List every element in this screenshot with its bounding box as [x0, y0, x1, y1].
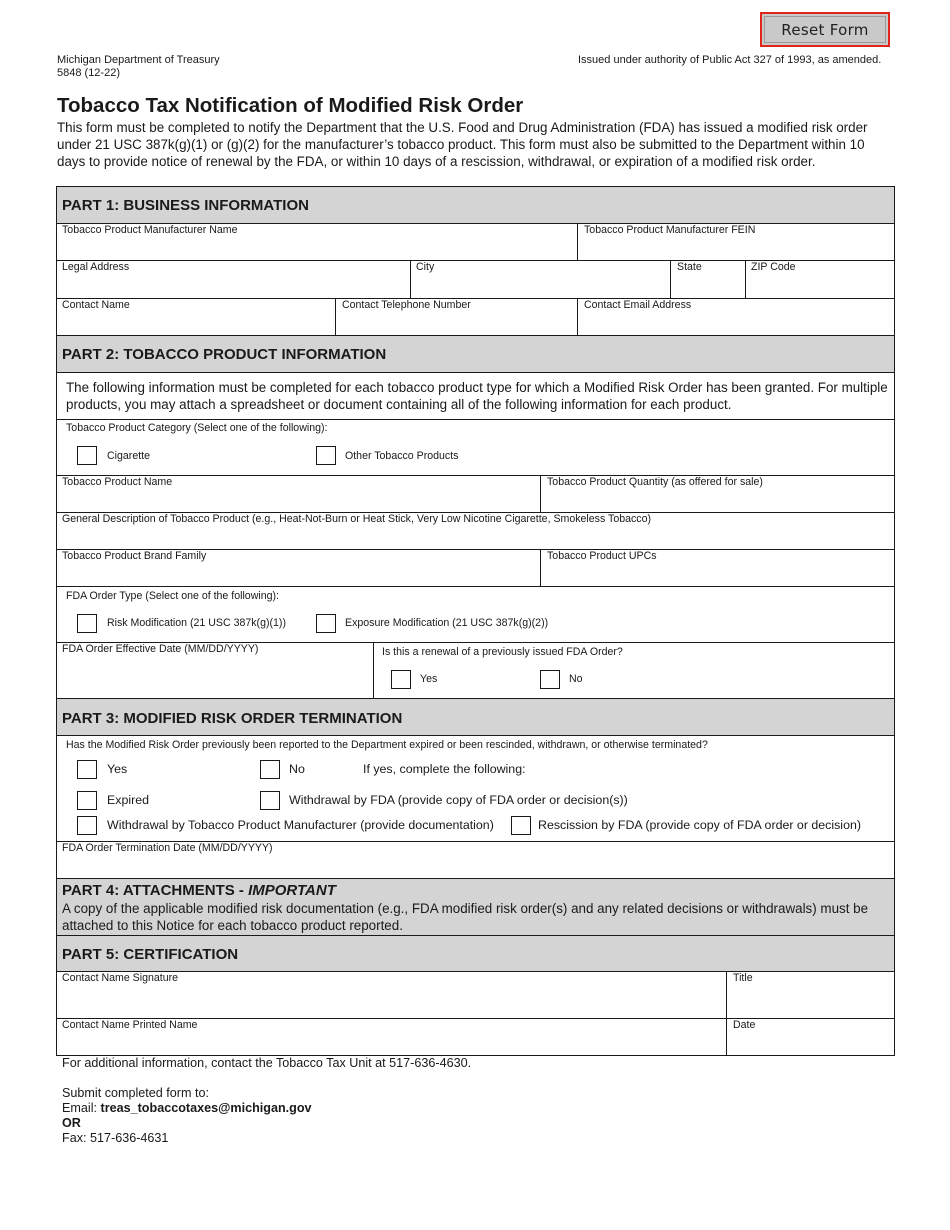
state-field[interactable] [671, 261, 744, 297]
email-prefix: Email: [62, 1101, 101, 1115]
manufacturer-fein-field[interactable] [578, 224, 894, 259]
product-name-label: Tobacco Product Name [62, 476, 173, 488]
divider [56, 372, 895, 373]
divider [56, 698, 895, 699]
or-label: OR [62, 1116, 81, 1130]
effective-date-label: FDA Order Effective Date (MM/DD/YYYY) [62, 643, 259, 655]
part5-heading: PART 5: CERTIFICATION [62, 946, 239, 963]
general-description-label: General Description of Tobacco Product (e.g., Heat-Not-Burn or Heat Stick, Very Low Nicotine Cigarette, Smokeless Tobacco) [62, 513, 652, 525]
part4-heading-text: PART 4: ATTACHMENTS - [62, 882, 249, 899]
termination-date-label: FDA Order Termination Date (MM/DD/YYYY) [62, 842, 273, 854]
submit-label: Submit completed form to: [62, 1086, 209, 1100]
divider [56, 335, 895, 336]
brand-family-field[interactable] [57, 550, 539, 585]
cigarette-label: Cigarette [107, 450, 150, 462]
product-name-field[interactable] [57, 476, 539, 511]
agency-name: Michigan Department of Treasury [57, 54, 220, 66]
printed-name-label: Contact Name Printed Name [62, 1019, 198, 1031]
termination-no-label: No [289, 762, 305, 776]
signature-field[interactable] [57, 972, 725, 1017]
divider [56, 419, 895, 420]
category-label: Tobacco Product Category (Select one of the following): [66, 422, 328, 434]
order-type-label: FDA Order Type (Select one of the following): [66, 590, 279, 602]
renewal-yes-checkbox[interactable] [391, 670, 411, 689]
contact-info: For additional information, contact the Tobacco Tax Unit at 517-636-4630. [62, 1056, 472, 1070]
other-tobacco-checkbox[interactable] [316, 446, 336, 465]
termination-yes-label: Yes [107, 762, 128, 776]
withdrawal-manufacturer-label: Withdrawal by Tobacco Product Manufacturer (provide documentation) [107, 818, 494, 832]
part1-heading: PART 1: BUSINESS INFORMATION [62, 197, 309, 214]
state-label: State [677, 261, 702, 273]
manufacturer-fein-label: Tobacco Product Manufacturer FEIN [584, 224, 756, 236]
renewal-yes-label: Yes [420, 673, 438, 685]
part4-heading-emphasis: IMPORTANT [248, 882, 336, 899]
contact-email-label: Contact Email Address [584, 299, 692, 311]
part3-heading: PART 3: MODIFIED RISK ORDER TERMINATION [62, 710, 403, 727]
effective-date-field[interactable] [57, 643, 372, 697]
termination-yes-checkbox[interactable] [77, 760, 97, 779]
fax-line: Fax: 517-636-4631 [62, 1131, 169, 1145]
legal-address-label: Legal Address [62, 261, 130, 273]
manufacturer-name-field[interactable] [57, 224, 576, 259]
contact-name-field[interactable] [57, 299, 334, 334]
brand-family-label: Tobacco Product Brand Family [62, 550, 207, 562]
termination-date-field[interactable] [57, 842, 894, 877]
reset-form-button[interactable] [760, 12, 890, 47]
product-quantity-label: Tobacco Product Quantity (as offered for sale) [547, 476, 763, 488]
email-line [62, 1101, 312, 1116]
divider [373, 642, 374, 698]
title-label: Title [733, 972, 753, 984]
printed-name-field[interactable] [57, 1019, 725, 1055]
divider [56, 735, 895, 736]
city-label: City [416, 261, 435, 273]
exposure-modification-label: Exposure Modification (21 USC 387k(g)(2)) [345, 617, 549, 629]
title-field[interactable] [727, 972, 894, 1017]
withdrawal-fda-label: Withdrawal by FDA (provide copy of FDA order or decision(s)) [289, 793, 628, 807]
other-tobacco-label: Other Tobacco Products [345, 450, 459, 462]
part4-text: A copy of the applicable modified risk documentation (e.g., FDA modified risk order(s) and any related decisions or withdrawals) must be attached to this Notice for each tobacco product reported. [62, 901, 869, 933]
renewal-question: Is this a renewal of a previously issued FDA Order? [382, 646, 623, 658]
divider [56, 935, 895, 936]
exposure-modification-checkbox[interactable] [316, 614, 336, 633]
reset-form-label: Reset Form [764, 16, 886, 43]
termination-no-checkbox[interactable] [260, 760, 280, 779]
contact-name-label: Contact Name [62, 299, 130, 311]
contact-phone-field[interactable] [336, 299, 576, 334]
product-quantity-field[interactable] [541, 476, 894, 511]
page-title: Tobacco Tax Notification of Modified Risk Order [57, 94, 524, 117]
contact-phone-label: Contact Telephone Number [342, 299, 471, 311]
withdrawal-manufacturer-checkbox[interactable] [77, 816, 97, 835]
part2-instructions: The following information must be completed for each tobacco product type for which a Modified Risk Order has been granted. For multiple products, you may attach a spreadsheet or document containing all of the following information for each product. [66, 380, 888, 412]
divider [56, 586, 895, 587]
zip-label: ZIP Code [751, 261, 796, 273]
risk-modification-checkbox[interactable] [77, 614, 97, 633]
renewal-no-label: No [569, 673, 583, 685]
signature-label: Contact Name Signature [62, 972, 179, 984]
part2-heading: PART 2: TOBACCO PRODUCT INFORMATION [62, 346, 387, 363]
divider [56, 878, 895, 879]
city-field[interactable] [411, 261, 669, 297]
zip-field[interactable] [746, 261, 894, 297]
intro-paragraph: This form must be completed to notify the Department that the U.S. Food and Drug Administration (FDA) has issued a modified risk order under 21 USC 387k(g)(1) or (g)(2) for the manufacturer’s tobacco product. This form must also be submitted to the Department within 10 days to provide notice of renewal by the FDA, or within 10 days of a rescission, withdrawal, or expiration of a modified risk order. [57, 120, 868, 169]
expired-checkbox[interactable] [77, 791, 97, 810]
if-yes-note: If yes, complete the following: [363, 762, 526, 776]
withdrawal-fda-checkbox[interactable] [260, 791, 280, 810]
renewal-no-checkbox[interactable] [540, 670, 560, 689]
manufacturer-name-label: Tobacco Product Manufacturer Name [62, 224, 238, 236]
legal-address-field[interactable] [57, 261, 409, 297]
date-field[interactable] [727, 1019, 894, 1055]
expired-label: Expired [107, 793, 150, 807]
authority-note: Issued under authority of Public Act 327 of 1993, as amended. [578, 54, 882, 66]
part4-heading [62, 882, 336, 899]
upcs-label: Tobacco Product UPCs [547, 550, 657, 562]
rescission-checkbox[interactable] [511, 816, 531, 835]
contact-email-field[interactable] [578, 299, 894, 334]
upcs-field[interactable] [541, 550, 894, 585]
rescission-label: Rescission by FDA (provide copy of FDA order or decision) [538, 818, 861, 832]
email-link[interactable]: treas_tobaccotaxes@michigan.gov [100, 1101, 312, 1115]
risk-modification-label: Risk Modification (21 USC 387k(g)(1)) [107, 617, 286, 629]
form-number: 5848 (12-22) [57, 67, 120, 79]
general-description-field[interactable] [57, 513, 894, 548]
termination-question: Has the Modified Risk Order previously been reported to the Department expired or been rescinded, withdrawn, or otherwise terminated? [66, 739, 708, 751]
date-label: Date [733, 1019, 756, 1031]
cigarette-checkbox[interactable] [77, 446, 97, 465]
